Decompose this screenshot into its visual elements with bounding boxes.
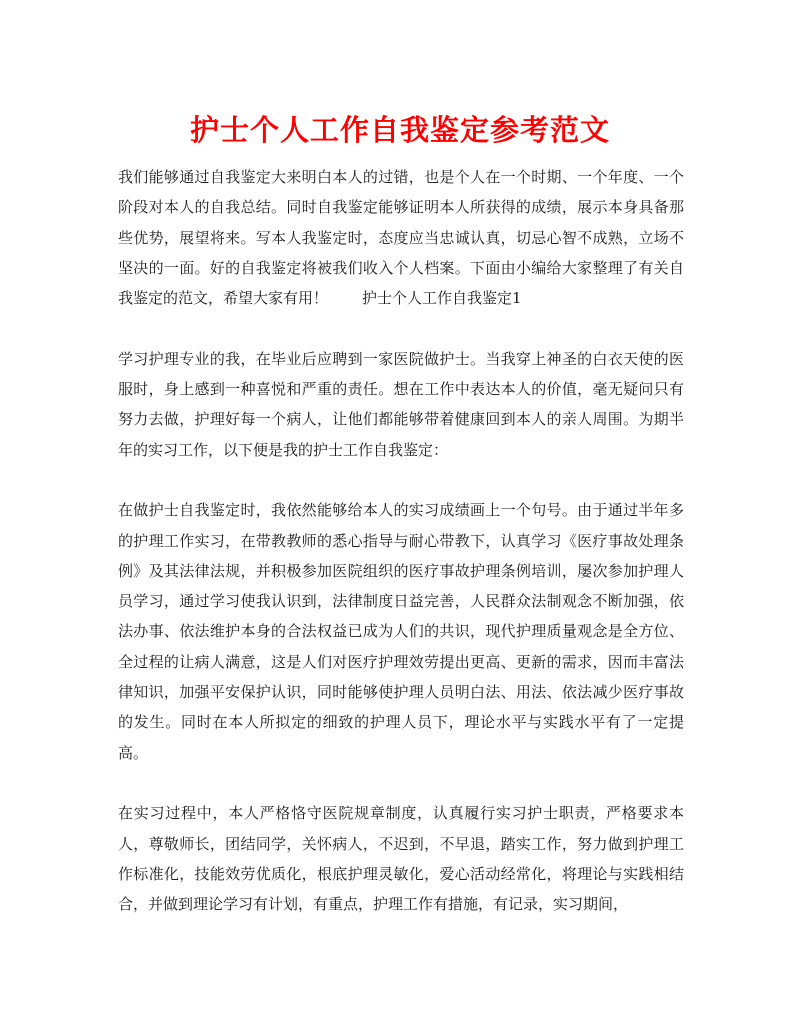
intro-text: 我们能够通过自我鉴定大来明白本人的过错，也是个人在一个时期、一个年度、一个阶段对本人的自我总结。同时自我鉴定能够证明本人所获得的成绩，展示本身具备那些优势，展望将来。写本人我鉴定时，态度应当忠诚认真，切忌心智不成熟，立场不坚决的一面。好的自我鉴定将被我们收入个人档案。下面由小编给大家整理了有关自我鉴定的范文，希望大家有用！ [118, 168, 684, 308]
intro-paragraph [118, 162, 684, 313]
paragraph-2: 在做护士自我鉴定时，我依然能够给本人的实习成绩画上一个句号。由于通过半年多的护理工作实习，在带教教师的悉心指导与耐心带教下，认真学习《医疗事故处理条例》及其法律法规，并积极参加医院组织的医疗事故护理条例培训，屡次参加护理人员学习，通过学习使我认识到，法律制度日益完善，人民群众法制观念不断加强，依法办事、依法维护本身的合法权益已成为人们的共识，现代护理质量观念是全方位、全过程的让病人满意，这是人们对医疗护理效劳提出更高、更新的需求，因而丰富法律知识，加强平安保护认识，同时能够使护理人员明白法、用法、依法减少医疗事故的发生。同时在本人所拟定的细致的护理人员下，理论水平与实践水平有了一定提高。 [118, 501, 684, 762]
paragraph-3: 在实习过程中，本人严格恪守医院规章制度，认真履行实习护士职责，严格要求本人，尊敬师长，团结同学，关怀病人，不迟到，不早退，踏实工作，努力做到护理工作标准化，技能效劳优质化，根底护理灵敏化，爱心活动经常化，将理论与实践相结合，并做到理论学习有计划，有重点，护理工作有措施，有记录，实习期间， [118, 804, 684, 914]
document-title: 护士个人工作自我鉴定参考范文 [189, 113, 610, 147]
section-heading: 护士个人工作自我鉴定1 [362, 289, 522, 308]
document-body [118, 162, 684, 919]
paragraph-1: 学习护理专业的我，在毕业后应聘到一家医院做护士。当我穿上神圣的白衣天使的医服时，身上感到一种喜悦和严重的责任。想在工作中表达本人的价值，毫无疑问只有努力去做，护理好每一个病人，让他们都能够带着健康回到本人的亲人周围。为期半年的实习工作，以下便是我的护士工作自我鉴定： [118, 349, 684, 459]
